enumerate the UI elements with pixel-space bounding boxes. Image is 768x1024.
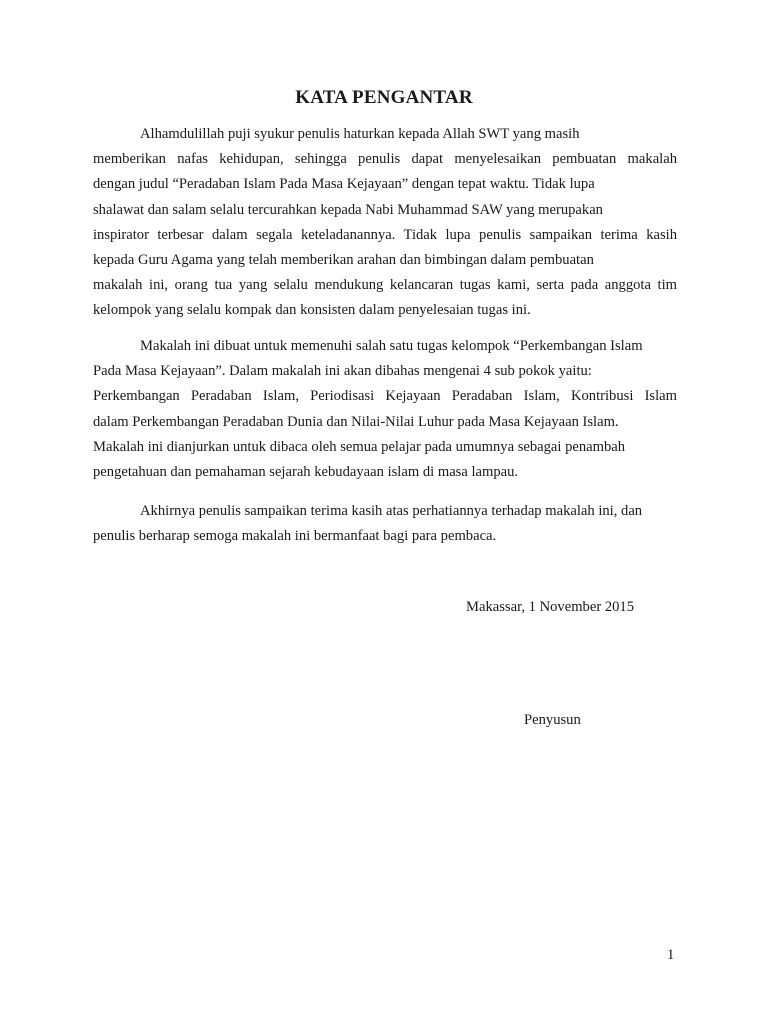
paragraph-line: pengetahuan dan pemahaman sejarah kebudayaan islam di masa lampau. — [93, 464, 519, 481]
paragraph-line: Alhamdulillah puji syukur penulis haturkan kepada Allah SWT yang masih — [140, 126, 580, 142]
paragraph-line: penulis berharap semoga makalah ini bermanfaat bagi para pembaca. — [93, 528, 497, 545]
paragraph-line: Makalah ini dibuat untuk memenuhi salah satu tugas kelompok “Perkembangan Islam — [140, 338, 643, 354]
place-date: Makassar, 1 November 2015 — [466, 599, 635, 615]
paragraph-line: Pada Masa Kejayaan”. Dalam makalah ini akan dibahas mengenai 4 sub pokok yaitu: — [93, 363, 592, 380]
paragraph-line: Makalah ini dianjurkan untuk dibaca oleh semua pelajar pada umumnya sebagai penambah — [93, 438, 626, 455]
paragraph-1 — [93, 122, 677, 324]
paragraph-line: dalam Perkembangan Peradaban Dunia dan Nilai-Nilai Luhur pada Masa Kejayaan Islam. — [93, 413, 619, 430]
paragraph-line: kepada Guru Agama yang telah memberikan arahan dan bimbingan dalam pembuatan — [93, 252, 594, 269]
paragraph-line: kelompok yang selalu kompak dan konsisten dalam penyelesaian tugas ini. — [93, 302, 531, 319]
page-title: KATA PENGANTAR — [295, 87, 473, 108]
paragraph-2 — [93, 334, 677, 485]
paragraph-line: Akhirnya penulis sampaikan terima kasih atas perhatiannya terhadap makalah ini, dan — [140, 503, 643, 519]
page-number: 1 — [667, 947, 675, 963]
author-signature-label: Penyusun — [524, 712, 581, 728]
paragraph-line: shalawat dan salam selalu tercurahkan kepada Nabi Muhammad SAW yang merupakan — [93, 201, 603, 218]
paragraph-line: dengan judul “Peradaban Islam Pada Masa Kejayaan” dengan tepat waktu. Tidak lupa — [93, 176, 595, 193]
paragraph-line: makalah ini, orang tua yang selalu mendukung kelancaran tugas kami, serta pada anggota tim — [93, 277, 677, 294]
paragraph-line: inspirator terbesar dalam segala keteladanannya. Tidak lupa penulis sampaikan terima kasih — [93, 226, 677, 243]
paragraph-line: memberikan nafas kehidupan, sehingga penulis dapat menyelesaikan pembuatan makalah — [93, 151, 677, 168]
paragraph-3 — [93, 499, 677, 549]
paragraph-line: Perkembangan Peradaban Islam, Periodisasi Kejayaan Peradaban Islam, Kontribusi Islam — [93, 388, 677, 405]
